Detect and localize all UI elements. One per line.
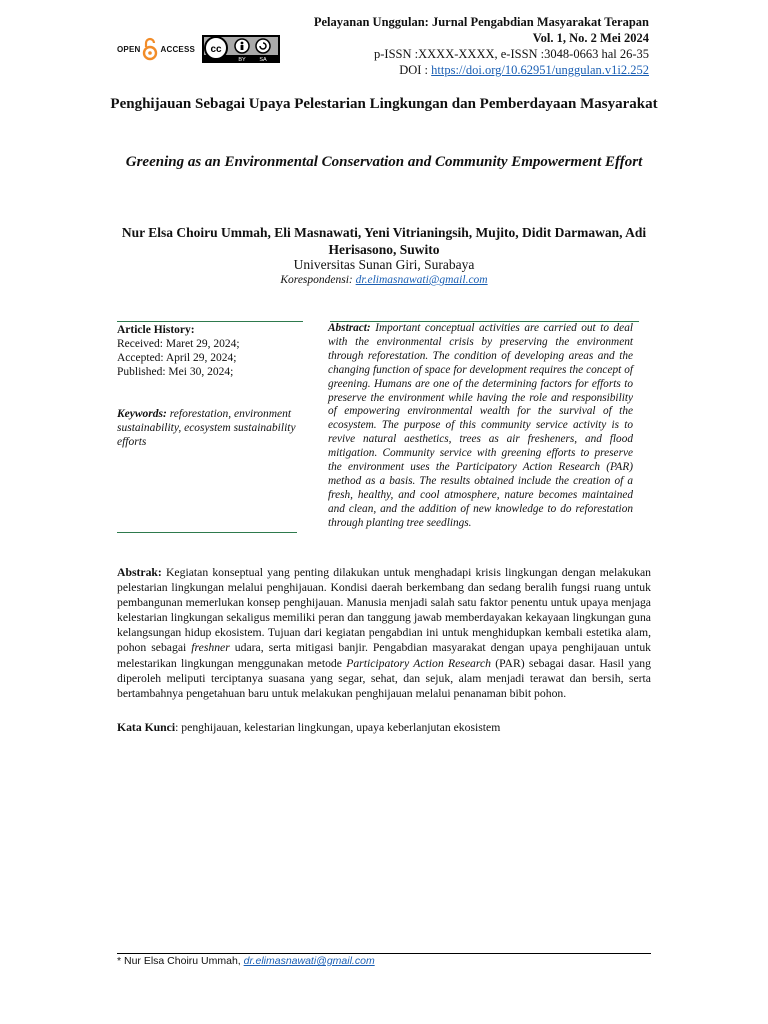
kata-kunci bbox=[117, 721, 651, 734]
cc-by-sa-license-icon[interactable] bbox=[202, 35, 280, 63]
abstract-label: Abstract: bbox=[328, 322, 371, 334]
correspondence: Korespondensi: dr.elimasnawati@gmail.com bbox=[280, 274, 488, 286]
author-list: Nur Elsa Choiru Ummah, Eli Masnawati, Yeni Vitrianingsih, Mujito, Didit Darmawan, Adi Herisasono, Suwito bbox=[121, 225, 647, 257]
keywords-text: reforestation, environment sustainability, ecosystem sustainability efforts bbox=[117, 408, 296, 448]
footnote-rule bbox=[117, 953, 651, 954]
affiliation: Universitas Sunan Giri, Surabaya bbox=[293, 257, 475, 272]
article-history bbox=[117, 323, 302, 379]
title-english: Greening as an Environmental Conservation and Community Empowerment Effort bbox=[125, 154, 643, 170]
journal-header bbox=[314, 14, 649, 78]
open-access-logo bbox=[117, 37, 195, 61]
history-received: Received: Maret 29, 2024; bbox=[117, 338, 240, 350]
open-text: OPEN bbox=[117, 44, 141, 54]
keywords-label: Keywords: bbox=[117, 408, 167, 420]
history-top-rule bbox=[117, 321, 303, 322]
history-published: Published: Mei 30, 2024; bbox=[117, 366, 234, 378]
abstract-text: Important conceptual activities are carried out to deal with the environmental crisis by preserving the environment through reforestation. The condition of developing areas and the changing function of space for development requires the concept of greening. Humans are one of the determining factors for efforts to preserve the environment while having the role and responsibility of empowering environmental wealth for the survival of the ecosystem. The purpose of this community service activity is to revive natural aesthetics, trees as air fresheners, and flood mitigation. Community service with greening efforts to preserve the environment uses the Participatory Action Research (PAR) method as a basis. The results obtained include the creation of a fresh, healthy, and cool atmosphere, nature becomes maintained and clean, and the addition of new knowledge to do reforestation through planting tree seedlings. bbox=[328, 322, 633, 529]
title-indonesian: Penghijauan Sebagai Upaya Pelestarian Lingkungan dan Pemberdayaan Masyarakat bbox=[110, 96, 658, 112]
history-bottom-rule bbox=[117, 532, 297, 533]
kata-kunci-text: : penghijauan, kelestarian lingkungan, upaya keberlanjutan ekosistem bbox=[175, 721, 501, 734]
doi-link[interactable]: https://doi.org/10.62951/unggulan.v1i2.252 bbox=[431, 63, 649, 77]
journal-name: Pelayanan Unggulan: Jurnal Pengabdian Masyarakat Terapan bbox=[313, 15, 649, 29]
abstract-english bbox=[328, 322, 633, 531]
keywords bbox=[117, 407, 302, 449]
sa-text: SA bbox=[259, 57, 267, 63]
open-access-lock-icon bbox=[142, 37, 158, 61]
footnote: * Nur Elsa Choiru Ummah, dr.elimasnawati@gmail.com bbox=[117, 955, 375, 967]
kata-kunci-label: Kata Kunci bbox=[117, 721, 176, 734]
correspondence-email-link[interactable]: dr.elimasnawati@gmail.com bbox=[355, 274, 488, 286]
journal-doi: DOI : https://doi.org/10.62951/unggulan.v1i2.252 bbox=[399, 63, 649, 77]
abstrak-label: Abstrak: bbox=[117, 566, 162, 579]
cc-text: cc bbox=[210, 44, 222, 55]
footnote-email-link[interactable]: dr.elimasnawati@gmail.com bbox=[243, 955, 375, 967]
history-accepted: Accepted: April 29, 2024; bbox=[117, 352, 237, 364]
abstrak-indonesian: Abstrak: Kegiatan konseptual yang penting dilakukan untuk menghadapi krisis lingkungan dengan melakukan pelestarian lingkungan melalui penghijauan. Kondisi daerah berkembang dan sedang beralih fungsi ruang untuk pembangunan memerlukan konsep penghijauan. Manusia menjadi salah satu faktor penentu untuk upaya menjaga kelestarian lingkungan sekaligus memiliki peran dan tanggung jawab memberdayakan kekayaan lingkungan guna kelangsungan hidup ekosistem. Tujuan dari kegiatan pengabdian ini untuk menghidupkan kembali estetika alam, pohon sebagai freshner udara, serta mitigasi banjir. Pengabdian masyarakat dengan upaya penghijauan untuk melestarikan lingkungan menggunakan metode Participatory Action Research (PAR) sebagai dasar. Hasil yang diperoleh meliputi terciptanya suasana yang segar, sehat, dan sejuk, alam menjadi terawat dan bersih, serta bertambahnya pengetahuan baru untuk melakukan penghijauan melalui penanaman bibit pohon. bbox=[117, 566, 652, 700]
by-text: BY bbox=[238, 57, 246, 63]
history-heading: Article History: bbox=[117, 324, 195, 336]
journal-issn: p-ISSN :XXXX-XXXX, e-ISSN :3048-0663 hal 26-35 bbox=[374, 47, 649, 61]
journal-volume: Vol. 1, No. 2 Mei 2024 bbox=[532, 31, 649, 45]
access-text: ACCESS bbox=[160, 44, 196, 54]
